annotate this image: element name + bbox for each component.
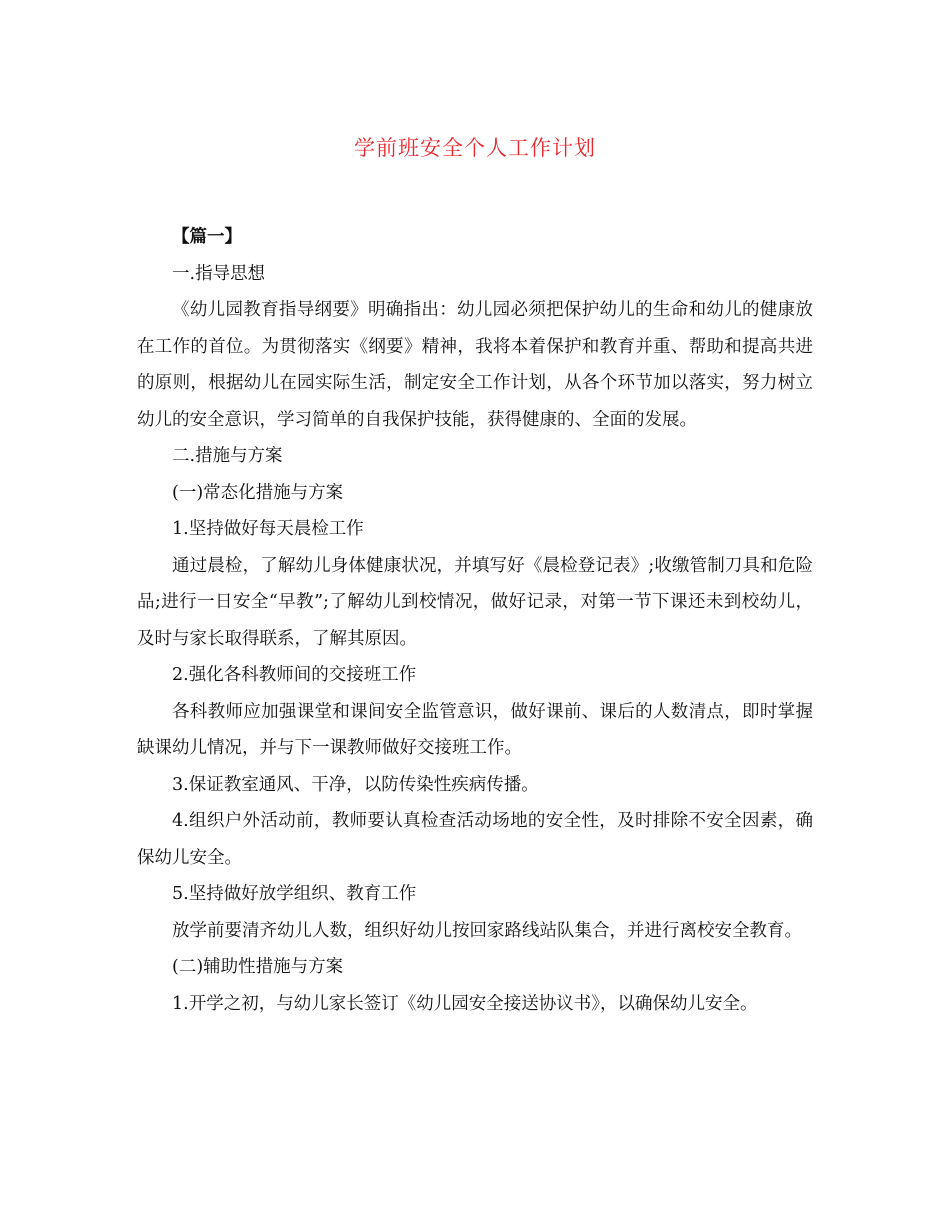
paragraph: 一.指导思想 (172, 263, 266, 284)
paragraph: 4.组织户外活动前，教师要认真检查活动场地的安全性，及时排除不安全因素，确保幼儿安全。 (137, 811, 813, 868)
paragraph: 二.措施与方案 (172, 446, 283, 466)
paragraph: 5.坚持做好放学组织、教育工作 (172, 884, 417, 904)
paragraph: 1.开学之初，与幼儿家长签订《幼儿园安全接送协议书》，以确保幼儿安全。 (172, 993, 758, 1014)
paragraph: 3.保证教室通风、干净，以防传染性疾病传播。 (172, 774, 539, 795)
paragraph: 通过晨检，了解幼儿身体健康状况，并填写好《晨检登记表》;收缴管制刀具和危险品;进行一日安全“早教”;了解幼儿到校情况，做好记录，对第一节下课还未到校幼儿，及时与家长取得联系，了解其原因。 (137, 555, 813, 649)
paragraph: 【篇一】 (172, 227, 242, 247)
paragraph: (一)常态化措施与方案 (172, 482, 344, 503)
document-body (137, 219, 813, 1022)
document-title: 学前班安全个人工作计划 (354, 136, 596, 160)
paragraph: 放学前要清齐幼儿人数，组织好幼儿按回家路线站队集合，并进行离校安全教育。 (172, 920, 802, 941)
paragraph: 各科教师应加强课堂和课间安全监管意识，做好课前、课后的人数清点，即时掌握缺课幼儿情况，并与下一课教师做好交接班工作。 (137, 701, 813, 758)
paragraph: 2.强化各科教师间的交接班工作 (172, 665, 417, 685)
paragraph: 1.坚持做好每天晨检工作 (172, 519, 364, 539)
paragraph: (二)辅助性措施与方案 (172, 957, 344, 977)
paragraph: 《幼儿园教育指导纲要》明确指出：幼儿园必须把保护幼儿的生命和幼儿的健康放在工作的首位。为贯彻落实《纲要》精神，我将本着保护和教育并重、帮助和提高共进的原则，根据幼儿在园实际生活，制定安全工作计划，从各个环节加以落实，努力树立幼儿的安全意识，学习简单的自我保护技能，获得健康的、全面的发展。 (137, 300, 813, 430)
